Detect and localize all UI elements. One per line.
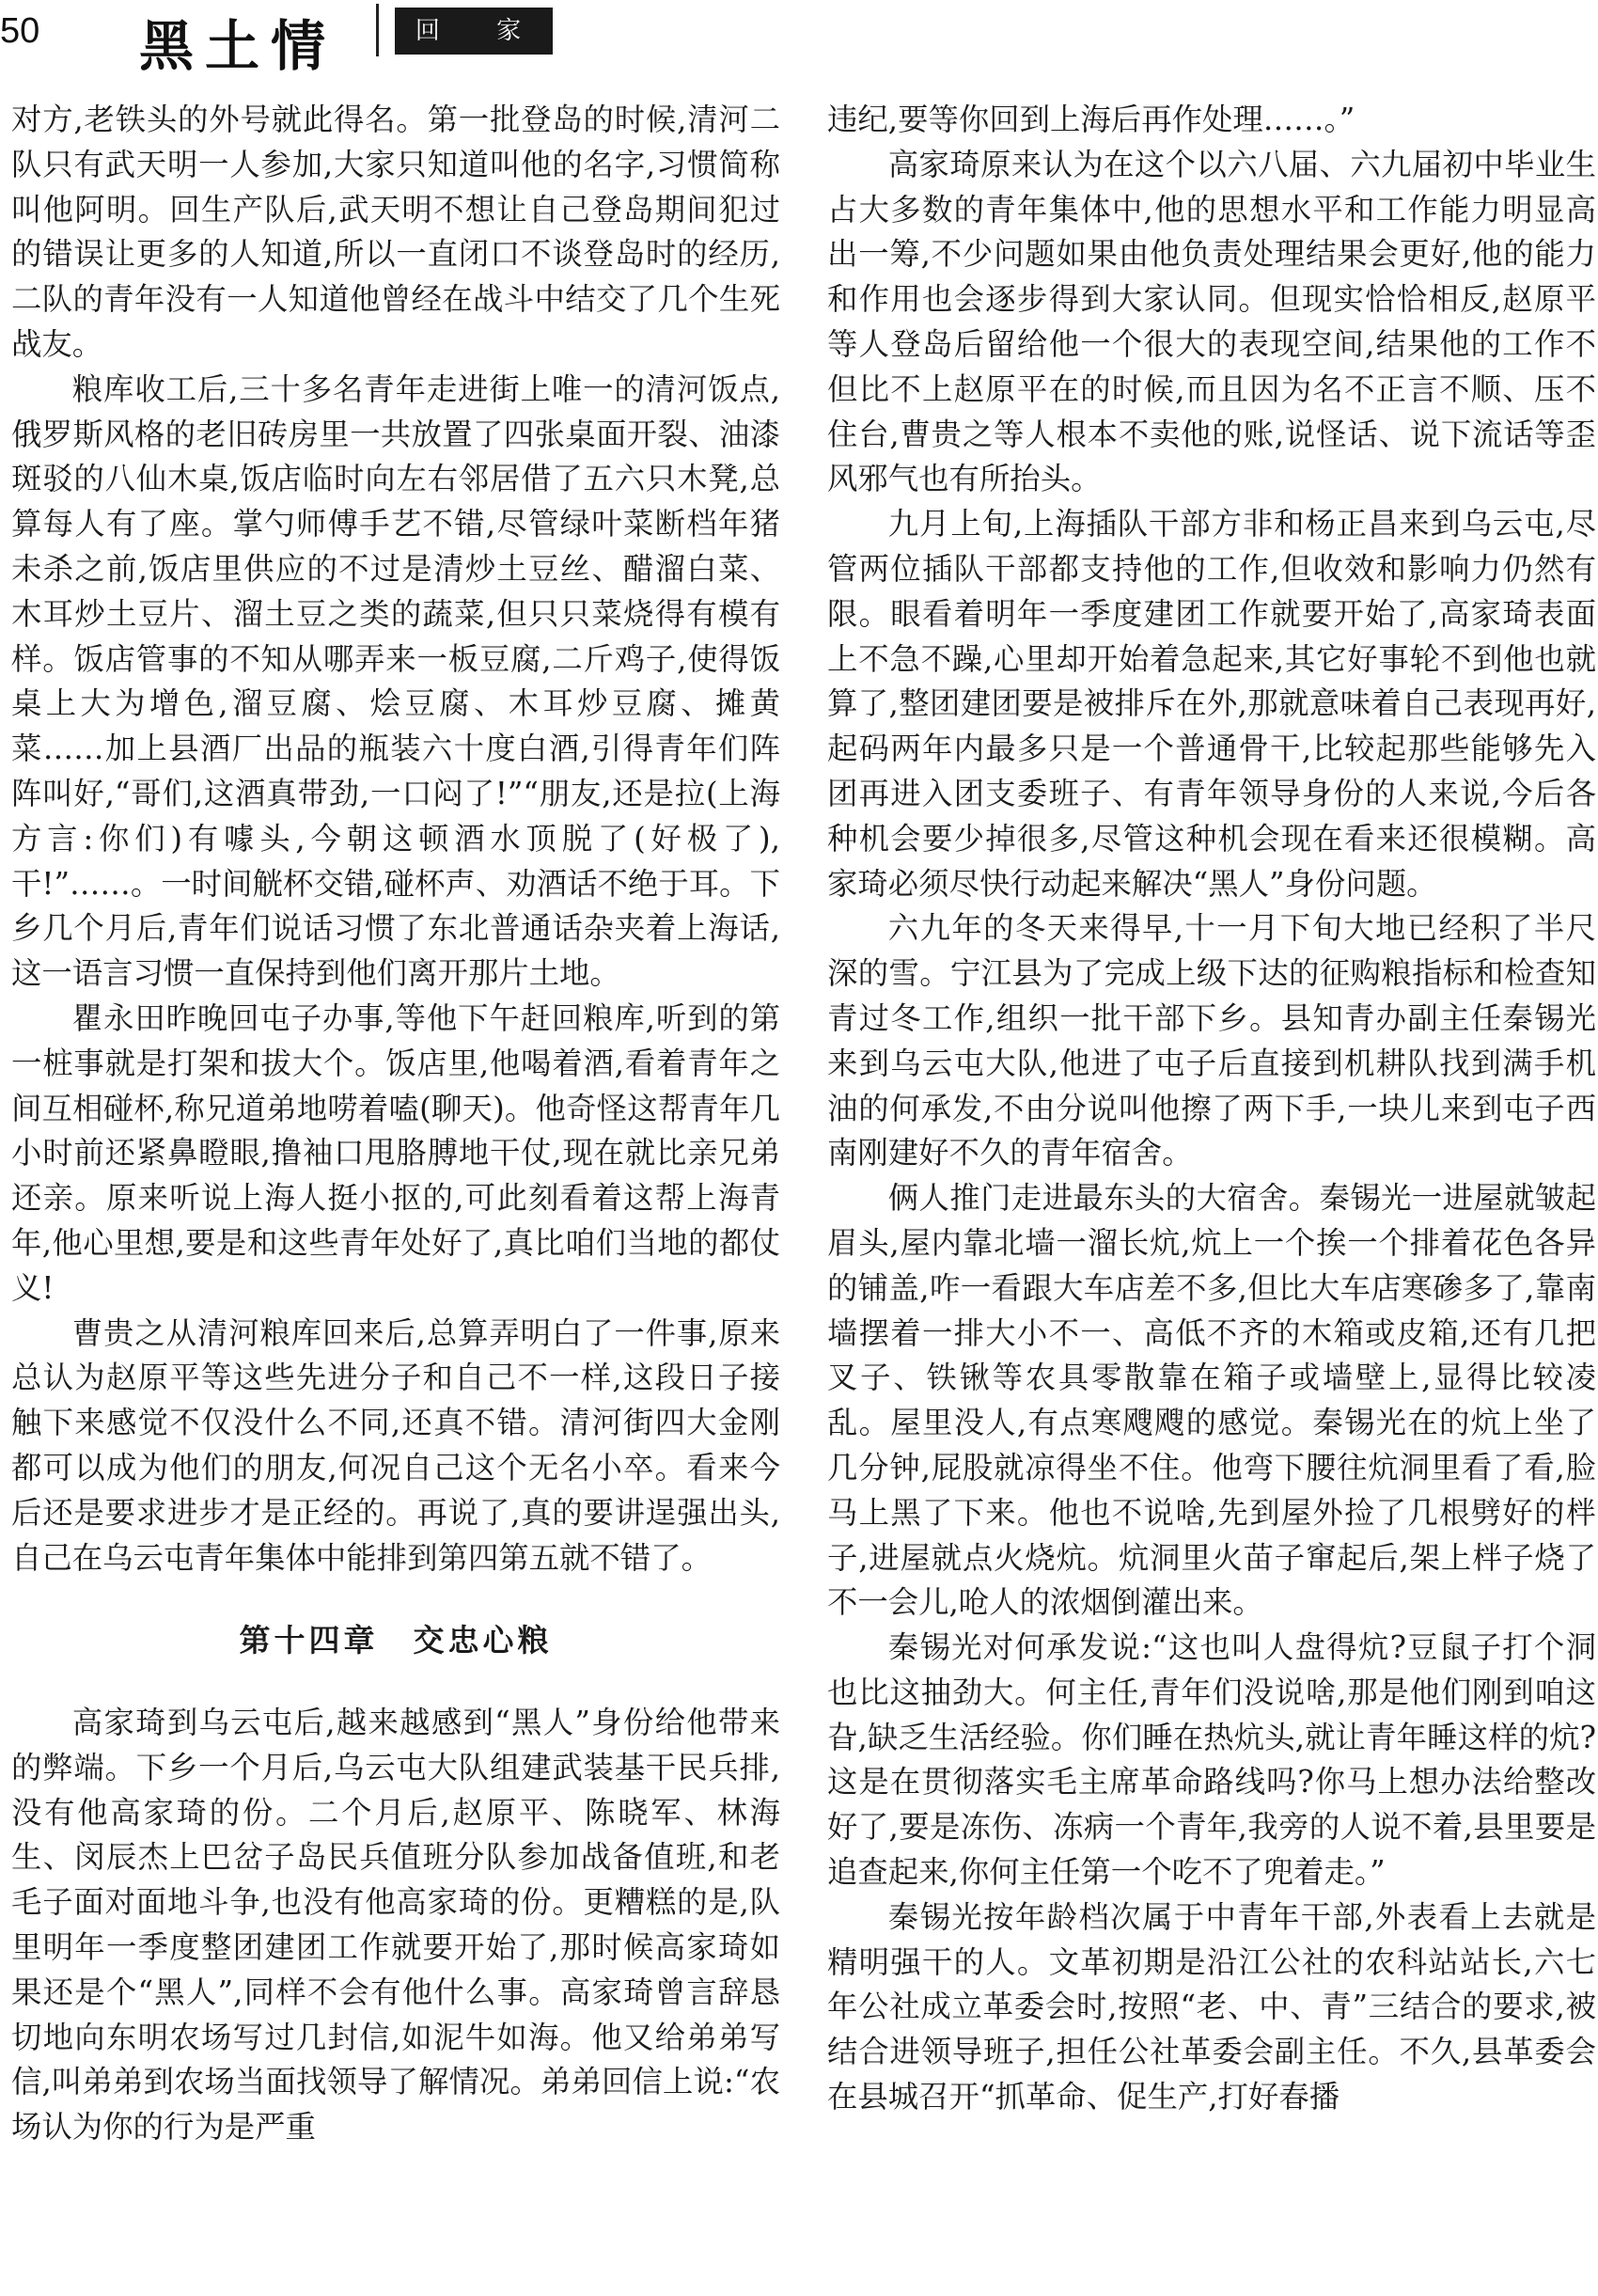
paragraph: 俩人推门走进最东头的大宿舍。秦锡光一进屋就皱起眉头,屋内靠北墙一溜长炕,炕上一个挨一个排着花色各异的铺盖,咋一看跟大车店差不多,但比大车店寒碜多了,靠南墙摆着一排大小不一、高低不齐的木箱或皮箱,还有几把叉子、铁锹等农具零散靠在箱子或墙壁上,显得比较凌乱。屋里没人,有点寒飕飕的感觉。秦锡光在的炕上坐了几分钟,屁股就凉得坐不住。他弯下腰往炕洞里看了看,脸马上黑了下来。他也不说啥,先到屋外捡了几根劈好的柈子,进屋就点火烧炕。炕洞里火苗子窜起后,架上柈子烧了不一会儿,呛人的浓烟倒灌出来。 bbox=[827, 1180, 1596, 1621]
paragraph: 秦锡光对何承发说:“这也叫人盘得炕?豆鼠子打个洞也比这抽劲大。何主任,青年们没说啥,那是他们刚到咱这旮,缺乏生活经验。你们睡在热炕头,就让青年睡这样的炕?这是在贯彻落实毛主席革命路线吗?你马上想办法给整改好了,要是冻伤、冻病一个青年,我旁的人说不着,县里要是追查起来,你何主任第一个吃不了兜着走。” bbox=[827, 1629, 1596, 1891]
paragraph: 瞿永田昨晚回屯子办事,等他下午赶回粮库,听到的第一桩事就是打架和拔大个。饭店里,他喝着酒,看着青年之间互相碰杯,称兄道弟地唠着嗑(聊天)。他奇怪这帮青年几小时前还紧鼻瞪眼,撸袖口甩胳膊地干仗,现在就比亲兄弟还亲。原来听说上海人挺小抠的,可此刻看着这帮上海青年,他心里想,要是和这些青年处好了,真比咱们当地的都仗义! bbox=[11, 999, 780, 1306]
section-tag: 回 家 bbox=[395, 8, 553, 55]
header-divider bbox=[376, 4, 379, 56]
paragraph: 九月上旬,上海插队干部方非和杨正昌来到乌云屯,尽管两位插队干部都支持他的工作,但收效和影响力仍然有限。眼看着明年一季度建团工作就要开始了,高家琦表面上不急不躁,心里却开始着急起来,其它好事轮不到他也就算了,整团建团要是被排斥在外,那就意味着自己表现再好,起码两年内最多只是一个普通骨干,比较起那些能够先入团再进入团支委班子、有青年领导身份的人来说,今后各种机会要少掉很多,尽管这种机会现在看来还很模糊。高家琦必须尽快行动起来解决“黑人”身份问题。 bbox=[827, 506, 1596, 902]
right-column bbox=[827, 98, 1596, 2120]
paragraph: 六九年的冬天来得早,十一月下旬大地已经积了半尺深的雪。宁江县为了完成上级下达的征购粮指标和检查知青过冬工作,组织一批干部下乡。县知青办副主任秦锡光来到乌云屯大队,他进了屯子后直接到机耕队找到满手机油的何承发,不由分说叫他擦了两下手,一块儿来到屯子西南刚建好不久的青年宿舍。 bbox=[827, 910, 1596, 1172]
chapter-title: 第十四章 交忠心粮 bbox=[239, 1622, 553, 1659]
left-column bbox=[11, 98, 780, 2150]
paragraph: 违纪,要等你回到上海后再作处理……。” bbox=[827, 102, 1355, 137]
page-number: 50 bbox=[0, 11, 40, 51]
paragraph: 对方,老铁头的外号就此得名。第一批登岛的时候,清河二队只有武天明一人参加,大家只知道叫他的名字,习惯简称叫他阿明。回生产队后,武天明不想让自己登岛期间犯过的错误让更多的人知道,所以一直闭口不谈登岛时的经历,二队的青年没有一人知道他曾经在战斗中结交了几个生死战友。 bbox=[11, 102, 780, 362]
magazine-title: 黑土情 bbox=[139, 14, 337, 78]
paragraph: 高家琦到乌云屯后,越来越感到“黑人”身份给他带来的弊端。下乡一个月后,乌云屯大队组建武装基干民兵排,没有他高家琦的份。二个月后,赵原平、陈晓军、林海生、闵辰杰上巴岔子岛民兵值班分队参加战备值班,和老毛子面对面地斗争,也没有他高家琦的份。更糟糕的是,队里明年一季度整团建团工作就要开始了,那时候高家琦如果还是个“黑人”,同样不会有他什么事。高家琦曾言辞恳切地向东明农场写过几封信,如泥牛如海。他又给弟弟写信,叫弟弟到农场当面找领导了解情况。弟弟回信上说:“农场认为你的行为是严重 bbox=[11, 1705, 780, 2146]
paragraph: 粮库收工后,三十多名青年走进街上唯一的清河饭点,俄罗斯风格的老旧砖房里一共放置了四张桌面开裂、油漆斑驳的八仙木桌,饭店临时向左右邻居借了五六只木凳,总算每人有了座。掌勺师傅手艺不错,尽管绿叶菜断档年猪未杀之前,饭店里供应的不过是清炒土豆丝、醋溜白菜、木耳炒土豆片、溜土豆之类的蔬菜,但只只菜烧得有模有样。饭店管事的不知从哪弄来一板豆腐,二斤鸡子,使得饭桌上大为增色,溜豆腐、烩豆腐、木耳炒豆腐、摊黄菜……加上县酒厂出品的瓶装六十度白酒,引得青年们阵阵叫好,“哥们,这酒真带劲,一口闷了!”“朋友,还是拉(上海方言:你们)有噱头,今朝这顿酒水顶脱了(好极了),干!”……。一时间觥杯交错,碰杯声、劝酒话不绝于耳。下乡几个月后,青年们说话习惯了东北普通话杂夹着上海话,这一语言习惯一直保持到他们离开那片土地。 bbox=[11, 370, 780, 992]
page-header bbox=[0, 0, 1598, 78]
paragraph: 秦锡光按年龄档次属于中青年干部,外表看上去就是精明强干的人。文革初期是沿江公社的农科站站长,六七年公社成立革委会时,按照“老、中、青”三结合的要求,被结合进领导班子,担任公社革委会副主任。不久,县革委会在县城召开“抓革命、促生产,打好春播 bbox=[827, 1898, 1596, 2115]
paragraph: 高家琦原来认为在这个以六八届、六九届初中毕业生占大多数的青年集体中,他的思想水平和工作能力明显高出一筹,不少问题如果由他负责处理结果会更好,他的能力和作用也会逐步得到大家认同。但现实恰恰相反,赵原平等人登岛后留给他一个很大的表现空间,结果他的工作不但比不上赵原平在的时候,而且因为名不正言不顺、压不住台,曹贵之等人根本不卖他的账,说怪话、说下流话等歪风邪气也有所抬头。 bbox=[827, 146, 1596, 497]
paragraph: 曹贵之从清河粮库回来后,总算弄明白了一件事,原来总认为赵原平等这些先进分子和自己不一样,这段日子接触下来感觉不仅没什么不同,还真不错。清河街四大金刚都可以成为他们的朋友,何况自己这个无名小卒。看来今后还是要求进步才是正经的。再说了,真的要讲逞强出头,自己在乌云屯青年集体中能排到第四第五就不错了。 bbox=[11, 1314, 780, 1576]
